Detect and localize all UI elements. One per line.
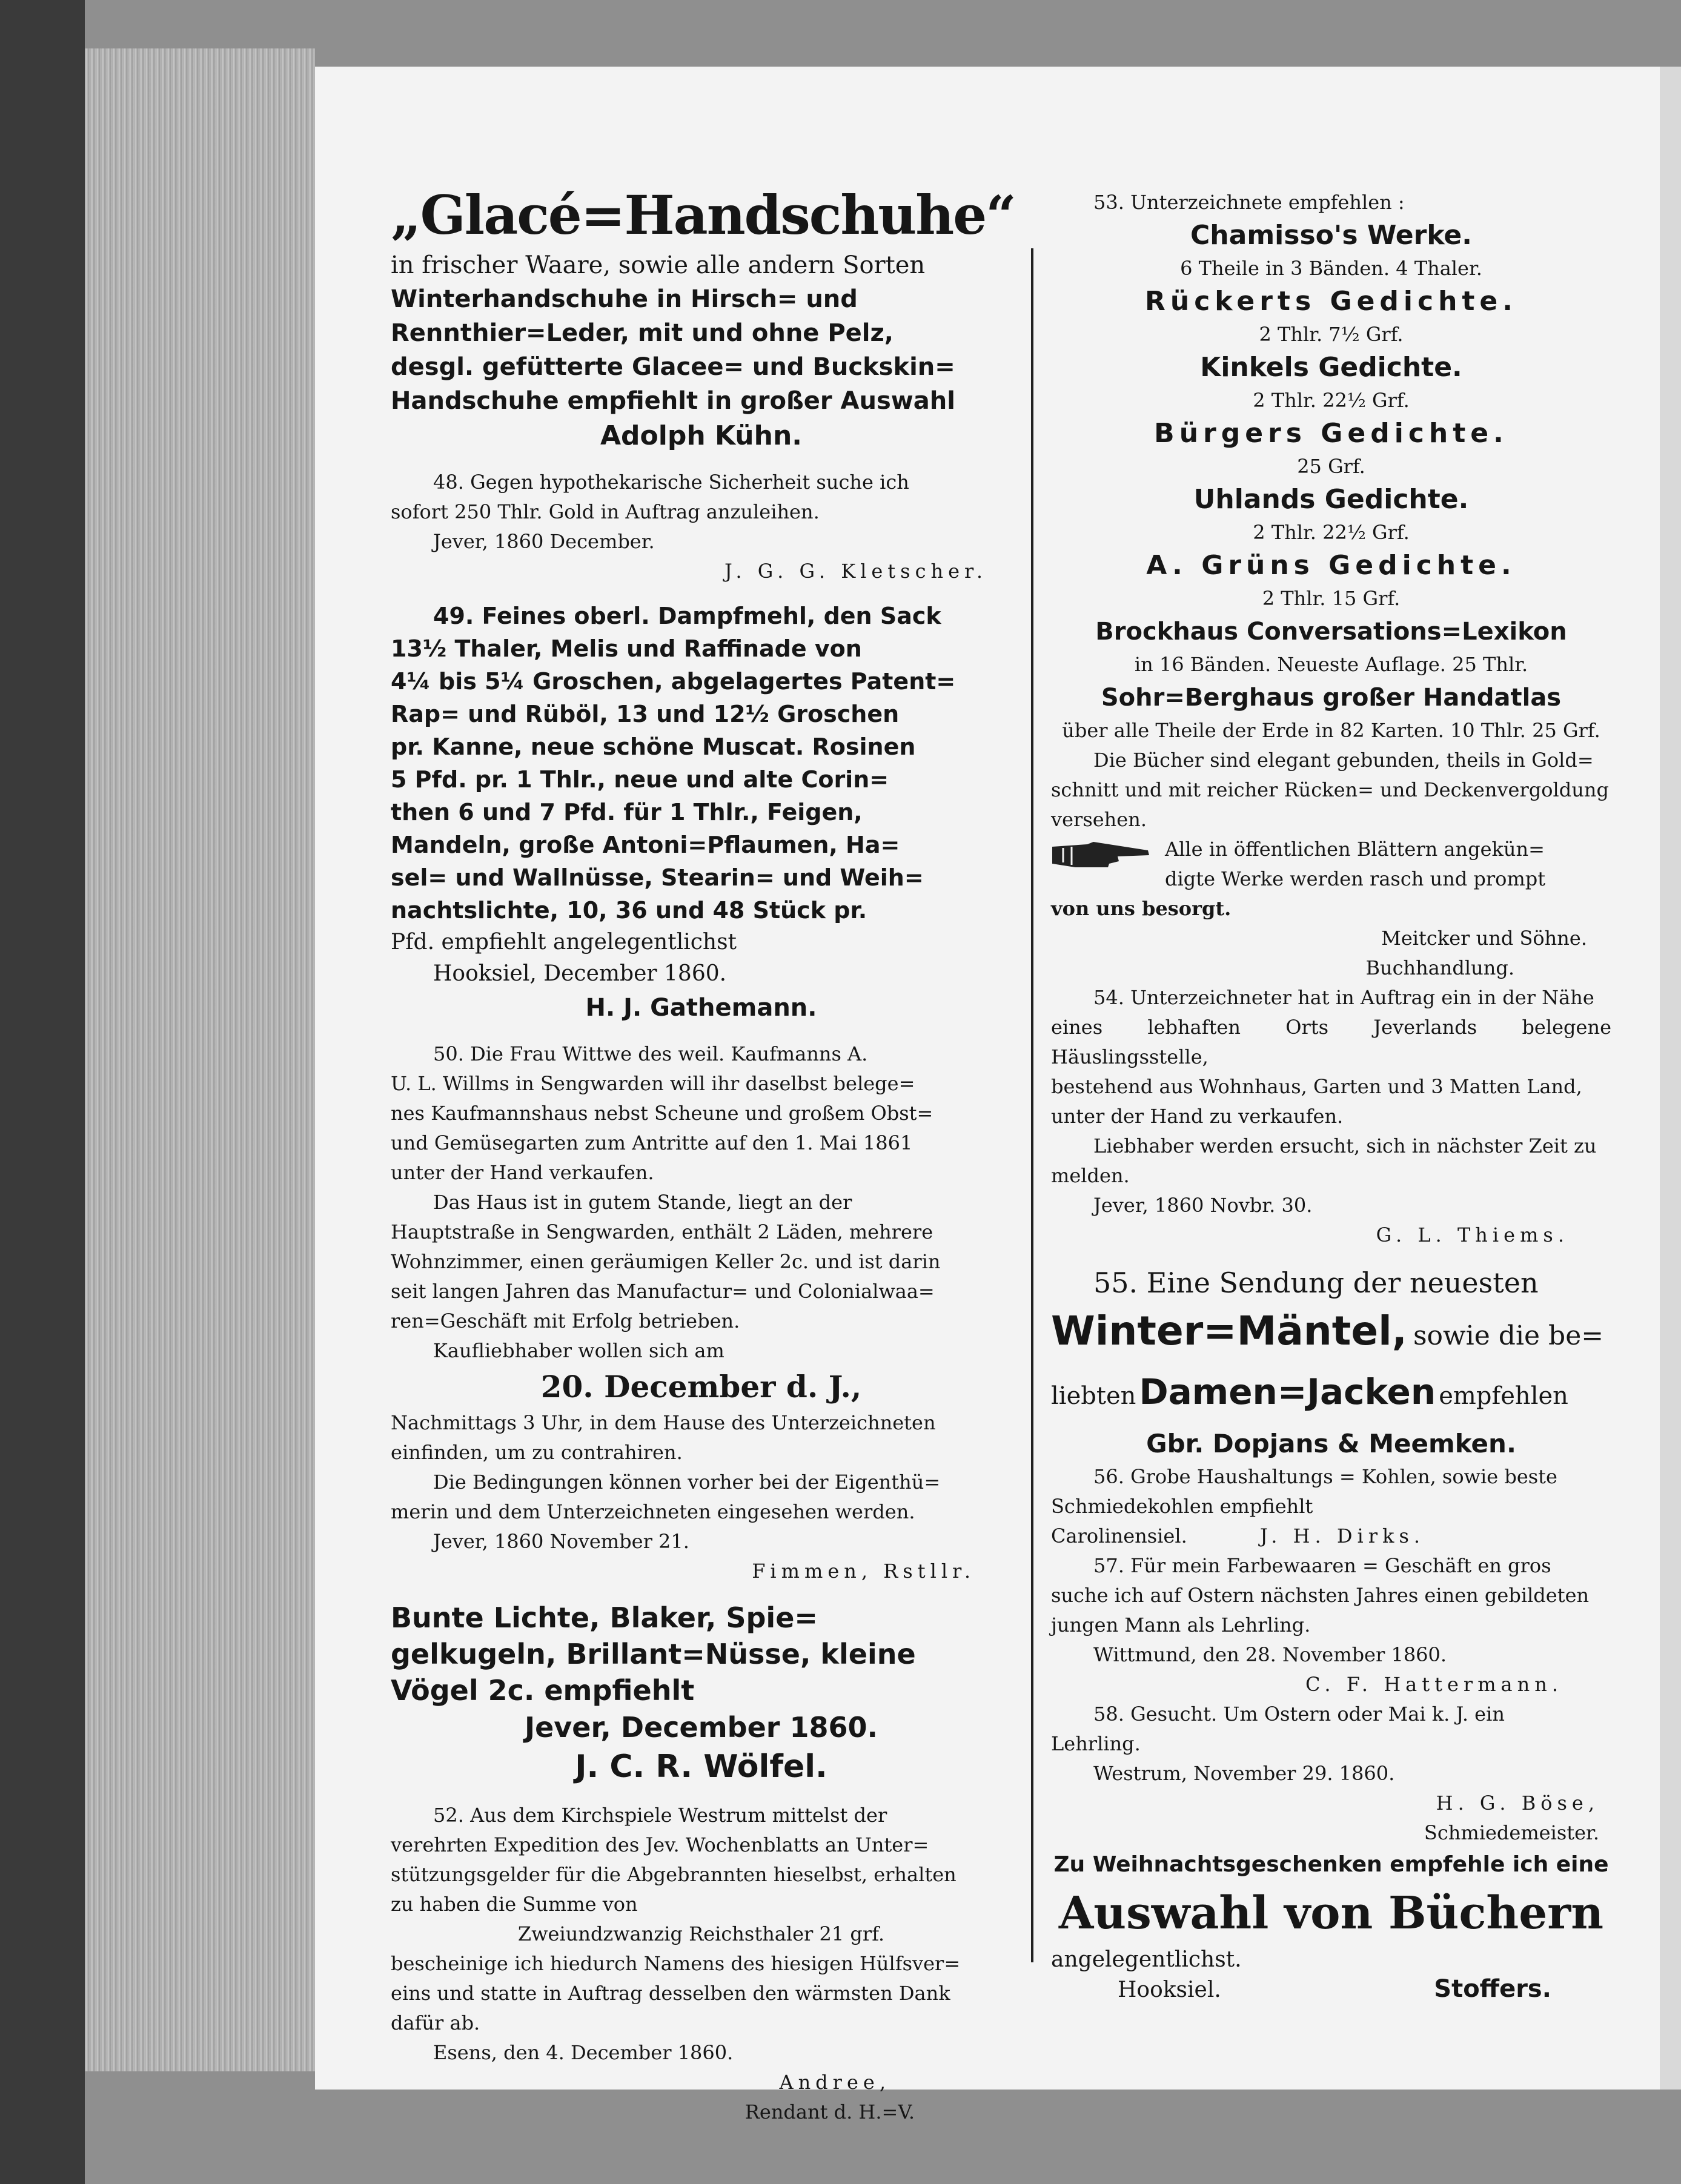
- ad-58-line: Westrum, November 29. 1860.: [1093, 1762, 1395, 1785]
- ad-49-line: 5 Pfd. pr. 1 Thlr., neue und alte Corin=: [391, 766, 889, 793]
- newspaper-page: [315, 67, 1660, 2123]
- book-title: Rückerts Gedichte.: [1145, 286, 1517, 317]
- ad-48: [391, 468, 1012, 586]
- ad-55-signature: Gbr. Dopjans & Meemken.: [1146, 1429, 1516, 1458]
- ad-51: [391, 1600, 1012, 1787]
- ad-58-signature: H. G. Böse,: [1436, 1792, 1599, 1815]
- ad-50-line: Jever, 1860 November 21.: [433, 1530, 689, 1553]
- ad-49-line: Pfd. empfiehlt angelegentlichst: [391, 930, 737, 955]
- ad-54-line: eines lebhaften Orts Jeverlands belegene Häuslingsstelle,: [1051, 1016, 1611, 1068]
- ad-glace: [391, 182, 1015, 454]
- column-divider: [1031, 248, 1033, 1962]
- ad-54-line: bestehend aus Wohnhaus, Garten und 3 Matten Land,: [1051, 1075, 1582, 1098]
- ad-50: [391, 1039, 1012, 1586]
- ad-56-line: Schmiedekohlen empfiehlt: [1051, 1495, 1313, 1518]
- ad-57-line: jungen Mann als Lehrling.: [1051, 1613, 1311, 1636]
- book-detail: 2 Thlr. 15 Grf.: [1262, 587, 1401, 610]
- ad-48-line: sofort 250 Thlr. Gold in Auftrag anzuleihen.: [391, 500, 820, 523]
- book-title: Chamisso's Werke.: [1190, 220, 1472, 251]
- ad-50-line: einfinden, um zu contrahiren.: [391, 1441, 683, 1464]
- ad-50-line: seit langen Jahren das Manufactur= und Colonialwaa=: [391, 1280, 935, 1303]
- ad-50-line: Wohnzimmer, einen geräumigen Keller 2c. und ist darin: [391, 1250, 941, 1273]
- ad-51-line: Jever, December 1860.: [524, 1711, 878, 1744]
- ad-56-signature-line: [1051, 1521, 1611, 1551]
- book-detail: 2 Thlr. 7½ Grf.: [1259, 323, 1404, 346]
- ad-50-line: Nachmittags 3 Uhr, in dem Hause des Unterzeichneten: [391, 1411, 936, 1434]
- ad-52-signature: Andree,: [779, 2071, 890, 2094]
- ad-50-line: unter der Hand verkaufen.: [391, 1161, 654, 1184]
- ad-glace-signature: Adolph Kühn.: [600, 420, 802, 451]
- ad-53: [1051, 188, 1611, 983]
- ad-54: [1051, 983, 1611, 1250]
- book-title: Kinkels Gedichte.: [1200, 352, 1462, 383]
- ad-57-signature: C. F. Hattermann.: [1305, 1673, 1563, 1696]
- ad-50-line: Hauptstraße in Sengwarden, enthält 2 Läden, mehrere: [391, 1220, 933, 1243]
- pointer-line: Alle in öffentlichen Blättern angekün=: [1165, 838, 1545, 861]
- ad-58-signature-title: Schmiedemeister.: [1424, 1821, 1599, 1844]
- right-column: [1051, 188, 1611, 2005]
- ad-49: [391, 600, 1012, 1026]
- ad-51-line: gelkugeln, Brillant=Nüsse, kleine: [391, 1638, 916, 1670]
- ad-57: [1051, 1551, 1611, 1699]
- ad-52-signature-title: Rendant d. H.=V.: [744, 2100, 915, 2123]
- pointer-line: digte Werke werden rasch und prompt: [1165, 867, 1546, 890]
- ad-49-line: 4¼ bis 5¼ Groschen, abgelagertes Patent=: [391, 668, 956, 695]
- ad-53-signature: Meitcker und Söhne.: [1381, 927, 1587, 950]
- ad-54-signature: G. L. Thiems.: [1376, 1223, 1569, 1246]
- ad-57-line: 57. Für mein Farbewaaren = Geschäft en gros: [1093, 1554, 1551, 1577]
- ad-49-line: pr. Kanne, neue schöne Muscat. Rosinen: [391, 733, 916, 760]
- ad-glace-line: Winterhandschuhe in Hirsch= und: [391, 285, 858, 313]
- ad-glace-line: desgl. gefütterte Glacee= und Buckskin=: [391, 353, 955, 381]
- ad-52-line: stützungsgelder für die Abgebrannten hieselbst, erhalten: [391, 1863, 957, 1886]
- ad-glace-headline: „Glacé=Handschuhe“: [391, 184, 1015, 247]
- ad-52-line: zu haben die Summe von: [391, 1893, 638, 1916]
- ad-49-line: then 6 und 7 Pfd. für 1 Thlr., Feigen,: [391, 799, 863, 826]
- ad-50-line: 50. Die Frau Wittwe des weil. Kaufmanns A.: [433, 1042, 868, 1065]
- ad-50-line: nes Kaufmannshaus nebst Scheune und großem Obst=: [391, 1102, 933, 1125]
- ad-56-line: 56. Grobe Haushaltungs = Kohlen, sowie beste: [1093, 1465, 1557, 1488]
- ad-52: [391, 1801, 1012, 2127]
- ad-57-line: Wittmund, den 28. November 1860.: [1093, 1643, 1447, 1666]
- pointer-line: von uns besorgt.: [1051, 897, 1232, 920]
- ad-55-line: [1051, 1302, 1611, 1367]
- ad-glace-line: Handschuhe empfiehlt in großer Auswahl: [391, 387, 955, 415]
- book-page-edges: [85, 48, 315, 2071]
- ad-55-text: liebten: [1051, 1382, 1136, 1410]
- ad-52-line: 52. Aus dem Kirchspiele Westrum mittelst der: [433, 1804, 887, 1827]
- ad-49-line: Rap= und Rüböl, 13 und 12½ Groschen: [391, 701, 900, 727]
- ad-49-line: sel= und Wallnüsse, Stearin= und Weih=: [391, 864, 924, 891]
- ad-48-line: Jever, 1860 December.: [433, 530, 655, 553]
- ad-54-line: melden.: [1051, 1164, 1130, 1187]
- ad-books-headline: Auswahl von Büchern: [1058, 1887, 1604, 1939]
- ad-50-date: 20. December d. J.,: [540, 1369, 862, 1405]
- winter-coats-label: Winter=Mäntel,: [1051, 1308, 1407, 1354]
- book-title: A. Grüns Gedichte.: [1146, 550, 1516, 581]
- ad-52-line: verehrten Expedition des Jev. Wochenblatts an Unter=: [391, 1833, 929, 1856]
- ad-49-line: nachtslichte, 10, 36 und 48 Stück pr.: [391, 897, 867, 924]
- ad-55-text: sowie die be=: [1413, 1320, 1604, 1351]
- ad-glace-line: Rennthier=Leder, mit und ohne Pelz,: [391, 319, 894, 347]
- ad-58-line: Lehrling.: [1051, 1732, 1141, 1755]
- ad-50-signature: Fimmen, Rstllr.: [752, 1560, 975, 1583]
- left-column: [391, 182, 1015, 2127]
- book-detail: in 16 Bänden. Neueste Auflage. 25 Thlr.: [1134, 653, 1528, 676]
- ad-books-line: angelegentlichst.: [1051, 1947, 1242, 1972]
- pointing-hand-icon: [1051, 839, 1154, 870]
- ad-55-line: 55. Eine Sendung der neuesten: [1093, 1266, 1539, 1299]
- ad-52-line: eins und statte in Auftrag desselben den wärmsten Dank: [391, 1982, 950, 2005]
- book-title: Sohr=Berghaus großer Handatlas: [1101, 684, 1562, 712]
- book-detail: über alle Theile der Erde in 82 Karten. 10 Thlr. 25 Grf.: [1062, 719, 1600, 742]
- ad-49-line: Hooksiel, December 1860.: [433, 961, 727, 986]
- ad-50-line: U. L. Willms in Sengwarden will ihr daselbst belege=: [391, 1072, 915, 1095]
- ad-50-line: Kaufliebhaber wollen sich am: [433, 1339, 724, 1362]
- ad-55-text: empfehlen: [1439, 1382, 1568, 1410]
- ad-56-signature: J. H. Dirks.: [1259, 1524, 1425, 1547]
- background-left: [0, 0, 85, 2184]
- next-page-edge: [1660, 67, 1681, 2090]
- ad-53-bound-line: versehen.: [1051, 808, 1147, 831]
- ad-52-line: bescheinige ich hiedurch Namens des hiesigen Hülfsver=: [391, 1952, 961, 1975]
- ad-48-signature: J. G. G. Kletscher.: [724, 560, 987, 583]
- ad-52-line: Esens, den 4. December 1860.: [433, 2041, 734, 2064]
- ad-53-bound-line: schnitt und mit reicher Rücken= und Deckenvergoldung: [1051, 778, 1609, 801]
- book-detail: 6 Theile in 3 Bänden. 4 Thaler.: [1180, 257, 1482, 280]
- book-title: Bürgers Gedichte.: [1154, 418, 1508, 449]
- book-title: Brockhaus Conversations=Lexikon: [1095, 618, 1567, 646]
- ad-58-line: 58. Gesucht. Um Ostern oder Mai k. J. ein: [1093, 1703, 1505, 1726]
- ad-55: [1051, 1263, 1611, 1462]
- ad-50-line: ren=Geschäft mit Erfolg betrieben.: [391, 1309, 740, 1332]
- ad-54-line: Jever, 1860 Novbr. 30.: [1093, 1194, 1313, 1217]
- ad-56: [1051, 1462, 1611, 1551]
- ad-48-line: 48. Gegen hypothekarische Sicherheit suche ich: [433, 471, 909, 494]
- ad-52-line: Zweiundzwanzig Reichsthaler 21 grf.: [517, 1922, 885, 1945]
- ad-51-line: Vögel 2c. empfiehlt: [391, 1674, 695, 1707]
- ad-51-signature: J. C. R. Wölfel.: [575, 1749, 827, 1785]
- ad-56-place: Carolinensiel.: [1051, 1524, 1187, 1547]
- ad-books-signature: Stoffers.: [1434, 1975, 1551, 2003]
- ad-50-line: Die Bedingungen können vorher bei der Eigenthü=: [433, 1471, 941, 1494]
- ad-49-signature: H. J. Gathemann.: [585, 994, 817, 1022]
- ad-55-line: [1051, 1367, 1611, 1426]
- ad-57-line: suche ich auf Ostern nächsten Jahres einen gebildeten: [1051, 1584, 1590, 1607]
- book-detail: 25 Grf.: [1297, 455, 1365, 478]
- ad-books-line: Zu Weihnachtsgeschenken empfehle ich eine: [1053, 1852, 1609, 1877]
- ad-glace-line: in frischer Waare, sowie alle andern Sorten: [391, 251, 926, 279]
- ad-50-line: Das Haus ist in gutem Stande, liegt an der: [433, 1191, 852, 1214]
- ad-54-line: 54. Unterzeichneter hat in Auftrag ein in der Nähe: [1093, 986, 1594, 1009]
- book-detail: 2 Thlr. 22½ Grf.: [1253, 389, 1410, 412]
- book-title: Uhlands Gedichte.: [1193, 484, 1469, 515]
- ad-54-line: unter der Hand zu verkaufen.: [1051, 1105, 1344, 1128]
- ad-54-line: Liebhaber werden ersucht, sich in nächster Zeit zu: [1093, 1134, 1597, 1157]
- pointer-notice: [1051, 835, 1611, 894]
- ad-52-line: dafür ab.: [391, 2011, 480, 2034]
- ad-books-signature-line: [1051, 1974, 1611, 2005]
- ladies-jackets-label: Damen=Jacken: [1139, 1371, 1436, 1412]
- ad-58: [1051, 1699, 1611, 1848]
- ad-49-line: Mandeln, große Antoni=Pflaumen, Ha=: [391, 832, 900, 858]
- ad-49-line: 13½ Thaler, Melis und Raffinade von: [391, 635, 862, 662]
- ad-50-line: merin und dem Unterzeichneten eingesehen werden.: [391, 1500, 915, 1523]
- book-detail: 2 Thlr. 22½ Grf.: [1253, 521, 1410, 544]
- ad-51-line: Bunte Lichte, Blaker, Spie=: [391, 1601, 818, 1634]
- ad-50-line: und Gemüsegarten zum Antritte auf den 1. Mai 1861: [391, 1131, 913, 1154]
- ad-53-intro: 53. Unterzeichnete empfehlen :: [1093, 191, 1405, 214]
- ad-books: [1051, 1848, 1611, 2005]
- ad-53-bound-line: Die Bücher sind elegant gebunden, theils in Gold=: [1093, 749, 1594, 772]
- ad-books-place: Hooksiel.: [1118, 1977, 1221, 2002]
- ad-49-line: 49. Feines oberl. Dampfmehl, den Sack: [433, 603, 941, 629]
- ad-53-signature-title: Buchhandlung.: [1365, 956, 1514, 979]
